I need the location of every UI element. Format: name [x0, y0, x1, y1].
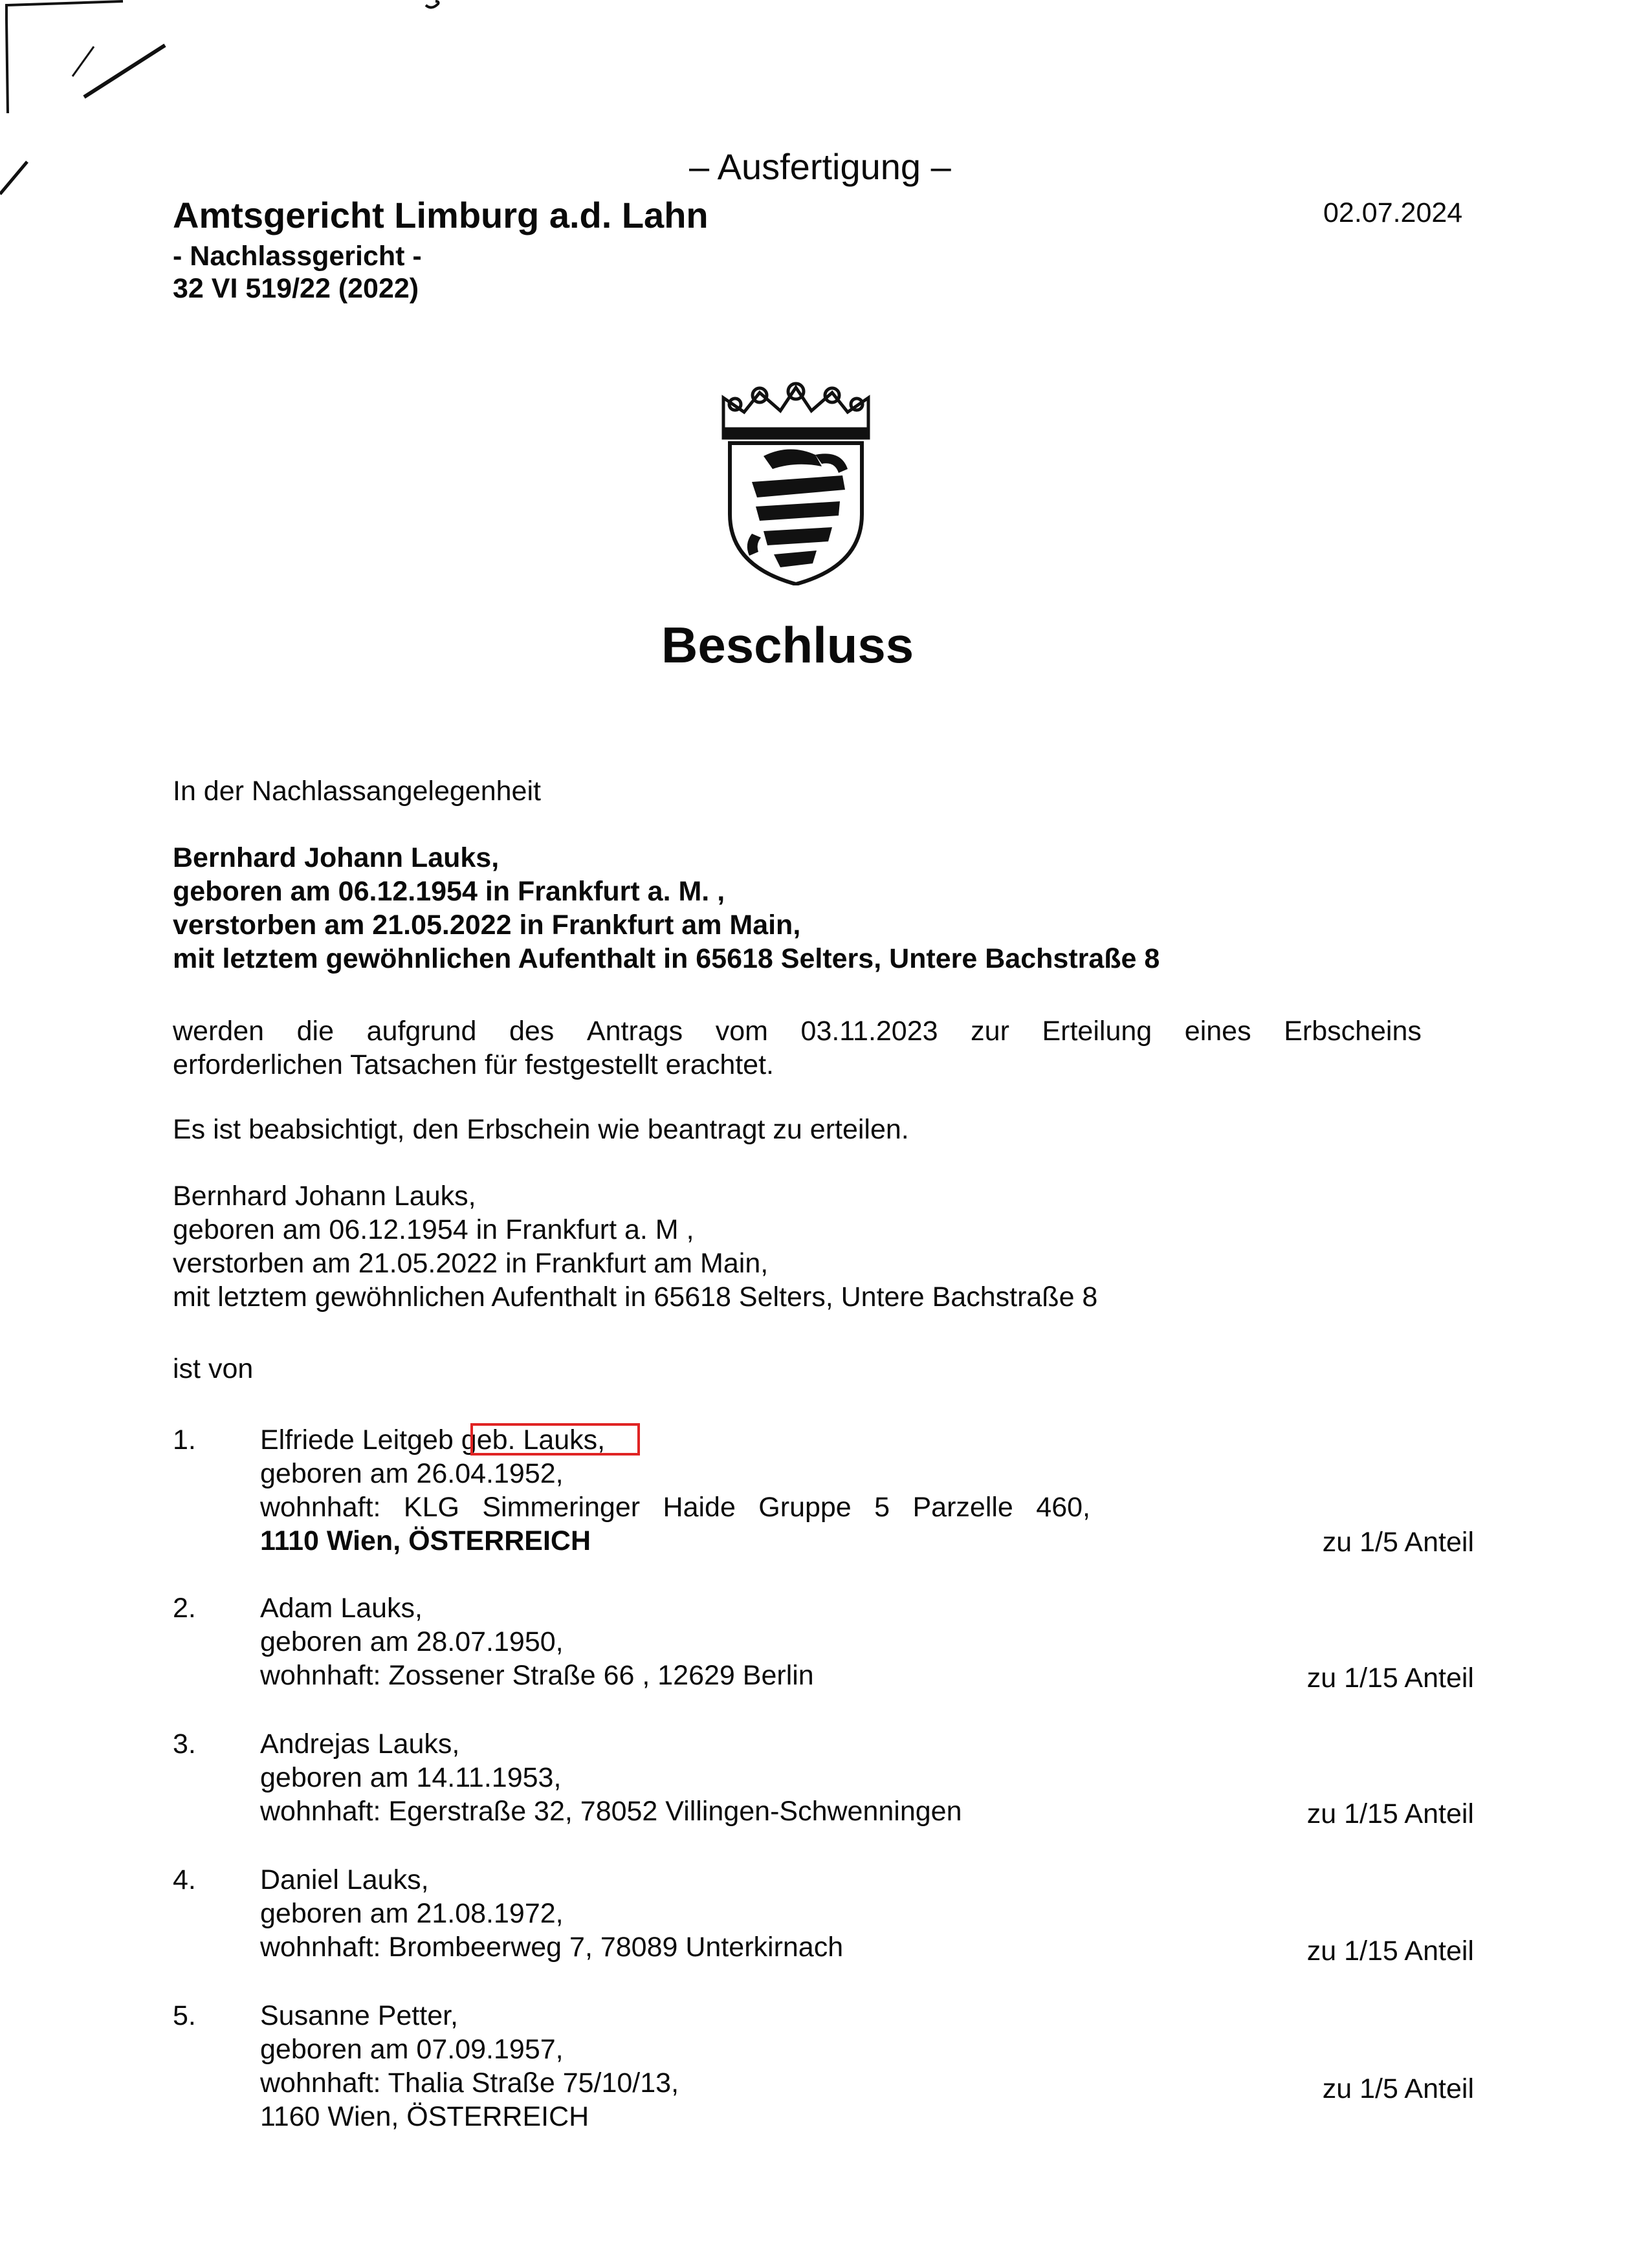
heir-number: 3. — [173, 1728, 196, 1760]
deceased-details-plain — [173, 1179, 1097, 1314]
deceased-died: verstorben am 21.05.2022 in Frankfurt am Main, — [173, 1248, 769, 1279]
heir-address-line-1 — [260, 1490, 1090, 1524]
scan-pen-marks — [0, 0, 194, 207]
word: vom — [715, 1016, 768, 1047]
deceased-born: geboren am 06.12.1954 in Frankfurt a. M , — [173, 1214, 694, 1245]
heir-address-line-2: 1160 Wien, ÖSTERREICH — [260, 2101, 589, 2132]
deceased-born: geboren am 06.12.1954 in Frankfurt a. M. , — [173, 876, 725, 907]
heir-name: Adam Lauks, — [260, 1593, 423, 1624]
word: Erteilung — [1042, 1016, 1152, 1047]
word: zur — [971, 1016, 1009, 1047]
heir-address: wohnhaft: Egerstraße 32, 78052 Villingen-Schwenningen — [260, 1796, 962, 1827]
paragraph-1-line-2: erforderlichen Tatsachen für festgestellt erachtet. — [173, 1049, 774, 1080]
word: aufgrund — [366, 1016, 477, 1047]
word: eines — [1184, 1016, 1251, 1047]
deceased-name: Bernhard Johann Lauks, — [173, 1181, 476, 1212]
word: die — [296, 1016, 335, 1047]
heir-born: geboren am 07.09.1957, — [260, 2034, 564, 2065]
deceased-residence: mit letztem gewöhnlichen Aufenthalt in 65618 Selters, Untere Bachstraße 8 — [173, 1281, 1098, 1313]
word: Erbscheins — [1284, 1016, 1422, 1047]
heir-name-line — [260, 1423, 1090, 1457]
heir-number: 5. — [173, 2000, 196, 2031]
heir-3-details — [260, 1727, 962, 1828]
hessian-coat-of-arms-icon — [718, 378, 874, 585]
file-number: 32 VI 519/22 (2022) — [173, 273, 419, 304]
heir-birth-name: geb. Lauks, — [461, 1424, 606, 1456]
heir-born: geboren am 21.08.1972, — [260, 1898, 564, 1929]
heir-2-details — [260, 1591, 814, 1692]
heir-number: 2. — [173, 1593, 196, 1624]
heir-address: wohnhaft: Brombeerweg 7, 78089 Unterkirnach — [260, 1932, 844, 1963]
heir-name: Andrejas Lauks, — [260, 1728, 460, 1760]
heir-number: 4. — [173, 1864, 196, 1895]
heir-4-details — [260, 1863, 843, 1964]
deceased-died: verstorben am 21.05.2022 in Frankfurt am Main, — [173, 910, 801, 941]
word: Haide — [663, 1492, 736, 1523]
word: Antrags — [586, 1016, 683, 1047]
heir-born: geboren am 14.11.1953, — [260, 1762, 562, 1793]
word: 5 — [874, 1492, 890, 1523]
word: 460, — [1036, 1492, 1090, 1523]
heir-address-line-2: 1110 Wien, ÖSTERREICH — [260, 1525, 591, 1556]
paragraph-2: Es ist beabsichtigt, den Erbschein wie beantragt zu erteilen. — [173, 1114, 909, 1145]
heir-share: zu 1/5 Anteil — [1322, 2073, 1474, 2104]
paragraph-1-line-1 — [173, 1014, 1422, 1048]
court-department: - Nachlassgericht - — [173, 241, 422, 272]
deceased-residence: mit letztem gewöhnlichen Aufenthalt in 65618 Selters, Untere Bachstraße 8 — [173, 943, 1160, 974]
ausfertigung-label: – Ausfertigung – — [689, 146, 951, 187]
word: Simmeringer — [482, 1492, 641, 1523]
heir-name: Daniel Lauks, — [260, 1864, 429, 1895]
word: Parzelle — [912, 1492, 1013, 1523]
deceased-details-bold — [173, 841, 1160, 976]
heir-share: zu 1/15 Anteil — [1306, 1798, 1474, 1829]
word: des — [509, 1016, 555, 1047]
heir-born: geboren am 26.04.1952, — [260, 1458, 564, 1489]
heir-share: zu 1/15 Anteil — [1306, 1663, 1474, 1694]
highlight-box — [470, 1423, 640, 1456]
heir-name: Elfriede Leitgeb — [260, 1424, 454, 1456]
document-date: 02.07.2024 — [1323, 197, 1463, 228]
word: 03.11.2023 — [800, 1016, 938, 1047]
word: werden — [173, 1016, 265, 1047]
heir-born: geboren am 28.07.1950, — [260, 1626, 564, 1657]
deceased-name: Bernhard Johann Lauks, — [173, 842, 500, 873]
word: KLG — [403, 1492, 459, 1523]
heir-5-details — [260, 1999, 679, 2133]
heir-share: zu 1/5 Anteil — [1322, 1527, 1474, 1558]
paragraph-1 — [173, 1014, 1422, 1082]
heir-share: zu 1/15 Anteil — [1306, 1935, 1474, 1967]
word: wohnhaft: — [260, 1492, 381, 1523]
heir-1-details — [260, 1423, 1090, 1558]
word: Gruppe — [758, 1492, 852, 1523]
heir-address: wohnhaft: Thalia Straße 75/10/13, — [260, 2067, 679, 2099]
intro-text: In der Nachlassangelegenheit — [173, 776, 541, 807]
court-name: Amtsgericht Limburg a.d. Lahn — [173, 195, 709, 235]
heir-address: wohnhaft: Zossener Straße 66 , 12629 Berlin — [260, 1660, 814, 1691]
document-title: Beschluss — [661, 616, 914, 673]
scan-mark-top — [424, 0, 443, 13]
heir-number: 1. — [173, 1424, 196, 1456]
heir-name: Susanne Petter, — [260, 2000, 458, 2031]
ist-von: ist von — [173, 1353, 254, 1384]
